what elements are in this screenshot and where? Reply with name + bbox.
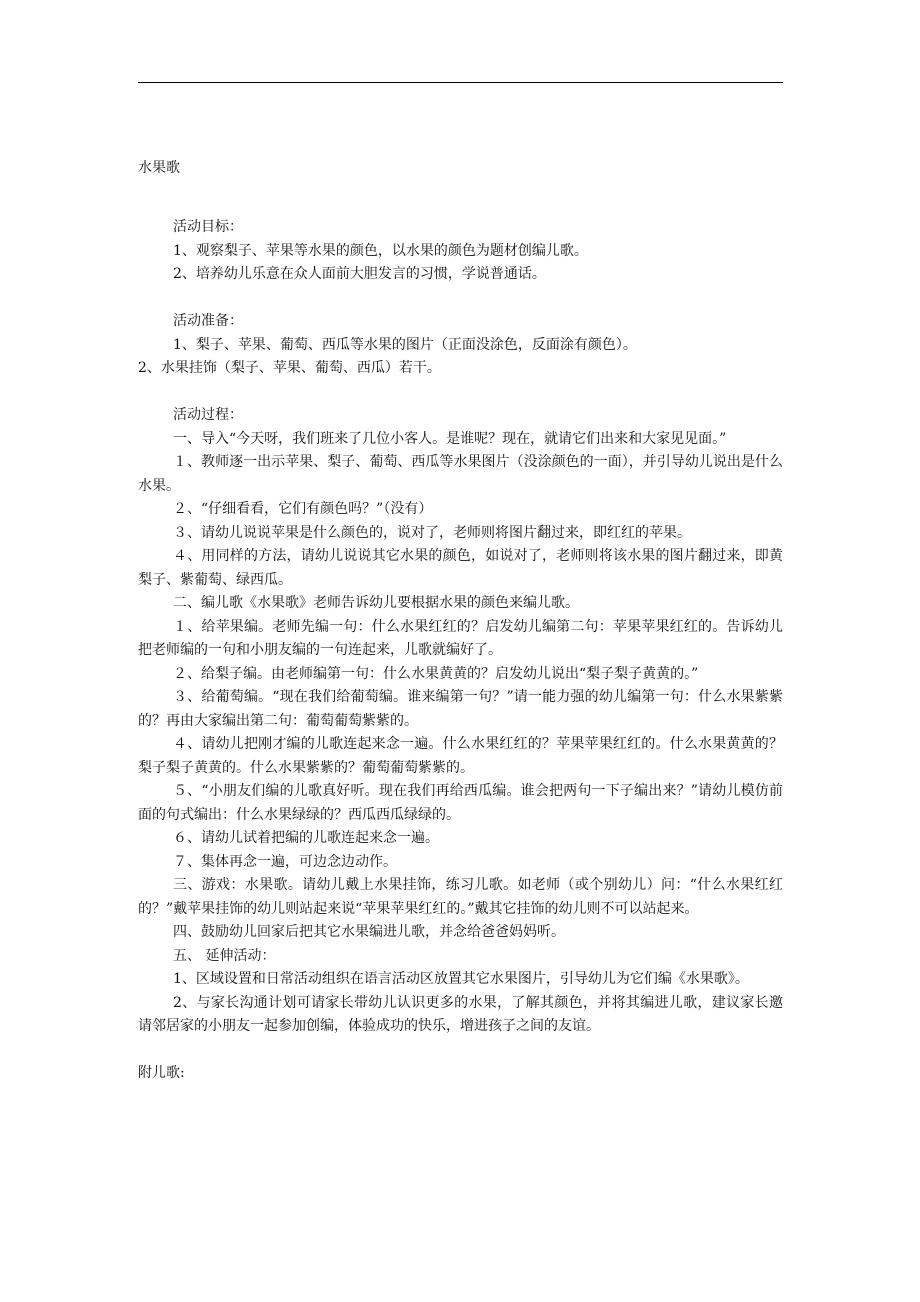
- process-paragraph: １、给苹果编。老师先编一句：什么水果红红的？启发幼儿编第二句：苹果苹果红红的。告诉幼儿把老师编的一句和小朋友编的一句连起来，儿歌就编好了。: [138, 618, 783, 658]
- goal-item: 2、培养幼儿乐意在众人面前大胆发言的习惯，学说普通话。: [173, 266, 546, 282]
- section-heading-preparation: 活动准备：: [173, 313, 243, 329]
- process-paragraph: ６、请幼儿试着把编的儿歌连起来念一遍。: [173, 830, 439, 846]
- process-paragraph: 一、导入“今天呀，我们班来了几位小客人。是谁呢？现在，就请它们出来和大家见见面。”: [173, 430, 727, 447]
- process-paragraph: 二、编儿歌《水果歌》老师告诉幼儿要根据水果的颜色来编儿歌。: [173, 595, 579, 611]
- process-paragraph: ７、集体再念一遍，可边念边动作。: [173, 853, 397, 870]
- process-paragraph: 2、与家长沟通计划可请家长带幼儿认识更多的水果，了解其颜色，并将其编进儿歌，建议家长邀请邻居家的小朋友一起参加创编，体验成功的快乐，增进孩子之间的友谊。: [138, 994, 783, 1034]
- section-heading-goals: 活动目标：: [173, 219, 243, 235]
- process-paragraph: ４、用同样的方法，请幼儿说说其它水果的颜色，如说对了，老师则将该水果的图片翻过来，即黄梨子、紫葡萄、绿西瓜。: [138, 548, 783, 588]
- preparation-item: 1、梨子、苹果、葡萄、西瓜等水果的图片（正面没涂色，反面涂有颜色）。: [173, 336, 637, 353]
- goal-item: 1、观察梨子、苹果等水果的颜色，以水果的颜色为题材创编儿歌。: [173, 242, 588, 259]
- process-paragraph: 1、区域设置和日常活动组织在语言活动区放置其它水果图片，引导幼儿为它们编《水果歌》。: [173, 971, 749, 987]
- header-rule: [138, 82, 783, 83]
- document-body: [138, 157, 783, 1086]
- process-paragraph: 五、 延伸活动：: [173, 947, 276, 964]
- document-title: 水果歌: [138, 160, 180, 176]
- process-paragraph: ３、请幼儿说说苹果是什么颜色的，说对了，老师则将图片翻过来，即红红的苹果。: [173, 524, 691, 541]
- process-paragraph: ４、请幼儿把刚才编的儿歌连起来念一遍。什么水果红红的？苹果苹果红红的。什么水果黄黄的？梨子梨子黄黄的。什么水果紫紫的？葡萄葡萄紫紫的。: [138, 736, 783, 776]
- section-heading-process: 活动过程：: [173, 407, 243, 423]
- process-paragraph: 四、鼓励幼儿回家后把其它水果编进儿歌，并念给爸爸妈妈听。: [173, 924, 565, 940]
- preparation-item: 2、水果挂饰（梨子、苹果、葡萄、西瓜）若干。: [138, 360, 441, 376]
- process-paragraph: ２、给梨子编。由老师编第一句：什么水果黄黄的？启发幼儿说出“梨子梨子黄黄的。”: [173, 665, 699, 682]
- process-paragraph: ２、“仔细看看，它们有颜色吗？”（没有）: [173, 501, 433, 517]
- appendix-heading: 附儿歌:: [138, 1065, 185, 1081]
- process-paragraph: 三、游戏：水果歌。请幼儿戴上水果挂饰，练习儿歌。如老师（或个别幼儿）问：“什么水果红红的？”戴苹果挂饰的幼儿则站起来说“苹果苹果红红的。”戴其它挂饰的幼儿则不可以站起来。: [138, 877, 783, 917]
- process-paragraph: ３、给葡萄编。“现在我们给葡萄编。谁来编第一句？”请一能力强的幼儿编第一句：什么水果紫紫的？再由大家编出第二句：葡萄葡萄紫紫的。: [138, 689, 783, 729]
- process-paragraph: １、教师逐一出示苹果、梨子、葡萄、西瓜等水果图片（没涂颜色的一面），并引导幼儿说出是什么水果。: [138, 454, 783, 494]
- process-paragraph: ５、“小朋友们编的儿歌真好听。现在我们再给西瓜编。谁会把两句一下子编出来？”请幼儿模仿前面的句式编出：什么水果绿绿的？西瓜西瓜绿绿的。: [138, 783, 783, 823]
